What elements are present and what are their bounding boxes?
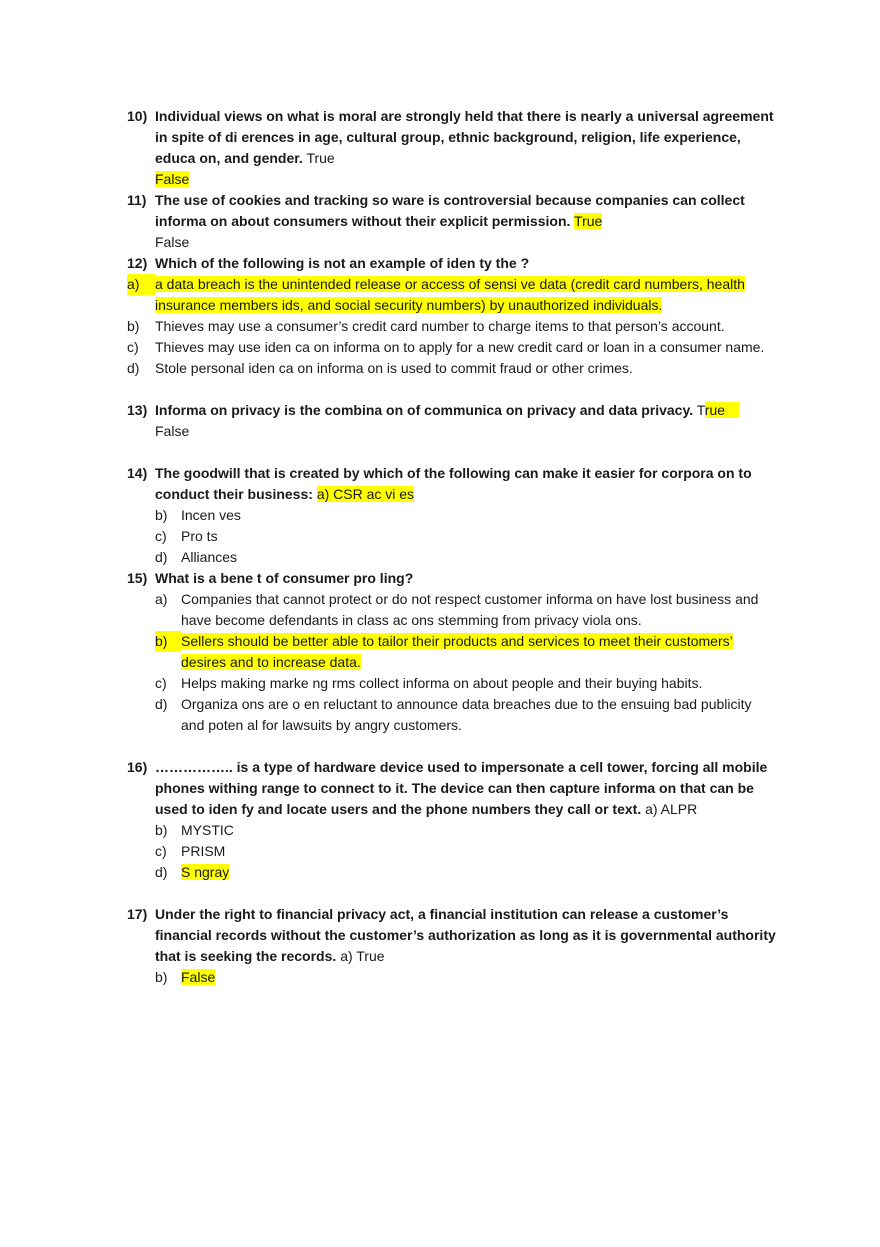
question-11: [127, 190, 776, 253]
answer-line-false: [155, 421, 776, 442]
option-text: Stole personal iden ca on informa on is used to commit fraud or other crimes.: [155, 360, 633, 376]
question-13-stem-row: [127, 400, 776, 442]
option-text: Thieves may use a consumer’s credit card number to charge items to that person’s account.: [155, 318, 725, 334]
question-body: [155, 400, 776, 442]
option-letter: c): [155, 528, 167, 544]
question-number: 12): [127, 255, 148, 271]
option-c: [155, 841, 776, 862]
question-17-stem-row: [127, 904, 776, 988]
question-stem: Individual views on what is moral are strongly held that there is nearly a universal agreement in spite of di erences in age, cultural group, ethnic background, religion, life experience, educa on, and gender.: [155, 108, 774, 166]
question-body: [155, 253, 776, 274]
option-letter: c): [155, 675, 167, 691]
answer-text: False: [155, 423, 190, 439]
option-letter: d): [127, 360, 140, 376]
question-11-stem-row: [127, 190, 776, 253]
question-body: [155, 106, 776, 190]
option-letter: d): [155, 549, 168, 565]
highlighted-answer: False: [155, 171, 190, 187]
option-c: [155, 673, 776, 694]
option-body: [181, 631, 776, 673]
question-body: [155, 463, 776, 568]
question-10-stem-row: [127, 106, 776, 190]
option-text: MYSTIC: [181, 822, 234, 838]
option-letter: c): [155, 843, 167, 859]
question-15: [127, 568, 776, 736]
question-stem: Which of the following is not an example of iden ty the ?: [155, 255, 530, 271]
question-number: 11): [127, 192, 147, 208]
inline-answer: a) True: [340, 948, 385, 964]
question-body: [155, 757, 776, 883]
highlighted-answer: a data breach is the unintended release or access of sensi ve data (credit card numbers, health insurance members ids, and social security numbers) by unauthorized individuals.: [155, 276, 745, 313]
question-body: [155, 904, 776, 988]
option-letter: b): [155, 631, 181, 652]
option-d: [155, 694, 776, 736]
option-letter: b): [155, 507, 168, 523]
option-c: [155, 526, 776, 547]
inline-answer: a) ALPR: [645, 801, 698, 817]
option-letter: d): [155, 696, 168, 712]
option-text: Alliances: [181, 549, 238, 565]
question-13: [127, 400, 776, 442]
question-number: 17): [127, 906, 148, 922]
option-letter: d): [155, 864, 168, 880]
question-15-stem-row: [127, 568, 776, 736]
question-number: 15): [127, 570, 148, 586]
question-number: 10): [127, 108, 148, 124]
answer-line-false: [155, 232, 776, 253]
option-text: Helps making marke ng rms collect informa on about people and their buying habits.: [181, 675, 703, 691]
option-letter: b): [155, 822, 168, 838]
option-text: Pro ts: [181, 528, 218, 544]
option-d: [155, 547, 776, 568]
question-body: [155, 190, 776, 253]
option-b: [155, 505, 776, 526]
question-body: [155, 568, 776, 736]
question-14: [127, 463, 776, 568]
answer-line-false: [155, 169, 776, 190]
option-body: [181, 862, 776, 883]
question-17: [127, 904, 776, 988]
option-letter: a): [155, 591, 168, 607]
option-text: Organiza ons are o en reluctant to announce data breaches due to the ensuing bad publicity and poten al for lawsuits by angry customers.: [181, 696, 752, 733]
highlighted-answer: a) CSR ac vi es: [316, 486, 415, 502]
question-number: 13): [127, 402, 148, 418]
option-letter: b): [127, 318, 140, 334]
question-stem: Informa on privacy is the combina on of communica on privacy and data privacy.: [155, 402, 694, 418]
option-d: [127, 358, 776, 379]
highlighted-answer: True: [574, 213, 603, 229]
highlighted-answer: False: [181, 969, 216, 985]
option-c: [127, 337, 776, 358]
option-body: [181, 967, 776, 988]
question-16: [127, 757, 776, 883]
option-body: [155, 274, 776, 316]
question-16-stem-row: [127, 757, 776, 883]
option-b: [155, 967, 776, 988]
question-stem: The use of cookies and tracking so ware is controversial because companies can collect informa on about consumers without their explicit permission.: [155, 192, 745, 229]
question-number: 14): [127, 465, 148, 481]
question-number: 16): [127, 759, 148, 775]
option-text: Incen ves: [181, 507, 241, 523]
option-text: Companies that cannot protect or do not respect customer informa on have lost business and have become defendants in class ac ons stemming from privacy viola ons.: [181, 591, 759, 628]
question-14-stem-row: [127, 463, 776, 568]
option-b: [127, 316, 776, 337]
question-stem: …………….. is a type of hardware device used to impersonate a cell tower, forcing all mobile phones withing range to connect to it. The device can then capture informa on that can be used to iden fy and locate users and the phone numbers they call or text.: [155, 759, 768, 817]
inline-answer-true: True: [306, 150, 335, 166]
option-letter: b): [155, 969, 168, 985]
highlighted-answer: Sellers should be better able to tailor their products and services to meet their customers’ desires and to increase data.: [181, 633, 733, 670]
option-letter: a): [127, 274, 155, 295]
question-12: [127, 253, 776, 379]
option-b: [155, 820, 776, 841]
option-letter: c): [127, 339, 139, 355]
question-10: [127, 106, 776, 190]
option-a: [127, 274, 776, 316]
option-text: PRISM: [181, 843, 226, 859]
question-stem: What is a bene t of consumer pro ling?: [155, 570, 414, 586]
option-text: Thieves may use iden ca on informa on to apply for a new credit card or loan in a consumer name.: [155, 339, 765, 355]
highlighted-answer: S ngray: [181, 864, 230, 880]
option-b: [155, 631, 776, 673]
question-12-stem-row: [127, 253, 776, 274]
question-stem: The goodwill that is created by which of the following can make it easier for corpora on to conduct their business:: [155, 465, 752, 502]
option-a: [155, 589, 776, 631]
answer-text: False: [155, 234, 190, 250]
question-stem: Under the right to financial privacy act, a financial institution can release a customer’s financial records without the customer’s authorization as long as it is governmental authority that is seeking the records.: [155, 906, 776, 964]
answer-prefix: T: [696, 402, 705, 418]
option-d: [155, 862, 776, 883]
highlighted-answer: rue: [705, 402, 739, 418]
